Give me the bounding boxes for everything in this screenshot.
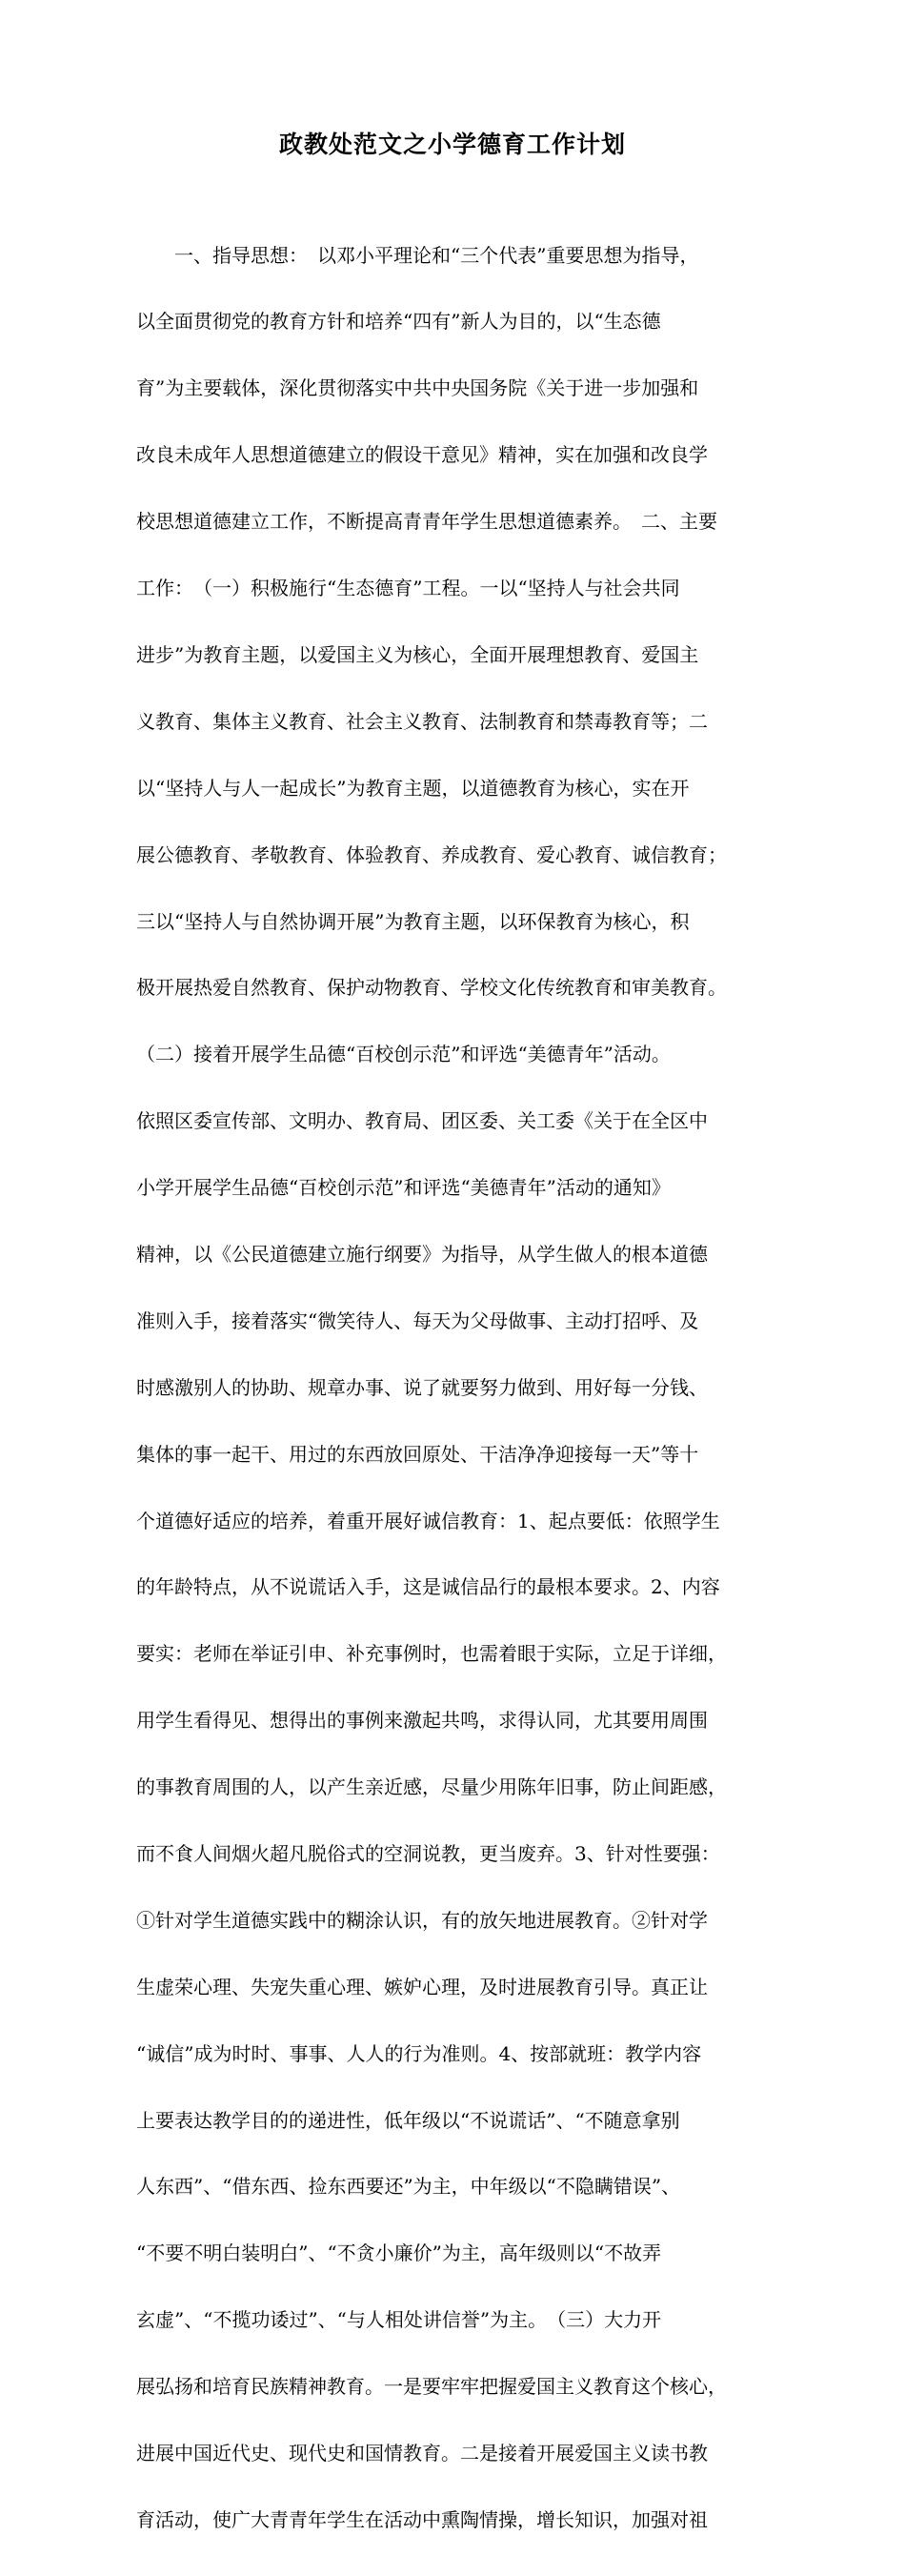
body-line: 一、指导思想： 以邓小平理论和“三个代表”重要思想为指导， [136,243,699,267]
body-line: 三以“坚持人与自然协调开展”为教育主题，以环保教育为核心，积 [136,909,690,933]
body-line: 以全面贯彻党的教育方针和培养“四有”新人为目的，以“生态德 [136,310,661,334]
document-body [136,200,786,2576]
body-line: 精神，以《公民道德建立施行纲要》为指导，从学生做人的根本道德 [136,1242,708,1266]
body-line: 校思想道德建立工作，不断提高青青年学生思想道德素养。 二、主要 [136,510,717,534]
body-line: 的事教育周围的人，以产生亲近感，尽量少用陈年旧事，防止间距感， [136,1775,727,1799]
body-line: ①针对学生道德实践中的糊涂认识，有的放矢地进展教育。②针对学 [136,1908,708,1932]
body-line: 生虚荣心理、失宠失重心理、嫉妒心理，及时进展教育引导。真正让 [136,1975,708,1998]
body-line: 而不食人间烟火超凡脱俗式的空洞说教，更当废弃。3、针对性要强： [136,1841,720,1865]
body-line: 展公德教育、孝敬教育、体验教育、养成教育、爱心教育、诚信教育； [136,842,727,866]
body-line: 要实：老师在举证引申、补充事例时，也需着眼于实际，立足于详细， [136,1642,727,1666]
body-line: 小学开展学生品德“百校创示范”和评选“美德青年”活动的通知》 [136,1176,671,1200]
body-line: 玄虚”、“不揽功诿过”、“与人相处讲信誉”为主。 （三）大力开 [136,2308,662,2332]
body-line: 展弘扬和培育民族精神教育。一是要牢牢把握爱国主义教育这个核心， [136,2375,727,2399]
body-line: 极开展热爱自然教育、保护动物教育、学校文化传统教育和审美教育。 [136,976,727,1000]
body-line: （二）接着开展学生品德“百校创示范”和评选“美德青年”活动。 [136,1043,671,1066]
body-line: 的年龄特点，从不说谎话入手，这是诚信品行的最根本要求。2、内容 [136,1575,720,1599]
body-line: 进展中国近代史、现代史和国情教育。二是接着开展爱国主义读书教 [136,2441,708,2464]
body-line: 用学生看得见、想得出的事例来激起共鸣，求得认同，尤其要用周围 [136,1709,708,1733]
body-line: 依照区委宣传部、文明办、教育局、团区委、关工委《关于在全区中 [136,1109,708,1133]
body-line: 育”为主要载体，深化贯彻落实中共中央国务院《关于进一步加强和 [136,376,699,400]
body-line: 上要表达教学目的的递进性，低年级以“不说谎话”、“不随意拿别 [136,2108,680,2132]
body-line: 进步”为教育主题，以爱国主义为核心，全面开展理想教育、爱国主 [136,642,699,666]
body-line: 改良未成年人思想道德建立的假设干意见》精神，实在加强和改良学 [136,443,708,467]
body-line: 准则入手，接着落实“微笑待人、每天为父母做事、主动打招呼、及 [136,1308,699,1332]
body-line: 时感激别人的协助、规章办事、说了就要努力做到、用好每一分钱、 [136,1375,708,1399]
body-line: 工作： （一）积极施行“生态德育”工程。一以“坚持人与社会共同 [136,577,680,600]
document-title: 政教处范文之小学德育工作计划 [278,131,626,158]
body-line: 个道德好适应的培养，着重开展好诚信教育：1、起点要低：依照学生 [136,1509,720,1532]
body-line: “不要不明白装明白”、“不贪小廉价”为主，高年级则以“不故弄 [136,2241,662,2265]
body-line: 育活动，使广大青青年学生在活动中熏陶情操，增长知识，加强对祖 [136,2507,708,2531]
body-line: 义教育、集体主义教育、社会主义教育、法制教育和禁毒教育等；二 [136,709,708,733]
body-line: 集体的事一起干、用过的东西放回原处、干洁净净迎接每一天”等十 [136,1442,699,1466]
body-line: 以“坚持人与人一起成长”为教育主题，以道德教育为核心，实在开 [136,776,690,800]
body-line: “诚信”成为时时、事事、人人的行为准则。4、按部就班：教学内容 [136,2041,702,2065]
body-line: 人东西”、“借东西、捡东西要还”为主，中年级以“不隐瞒错误”、 [136,2175,681,2199]
